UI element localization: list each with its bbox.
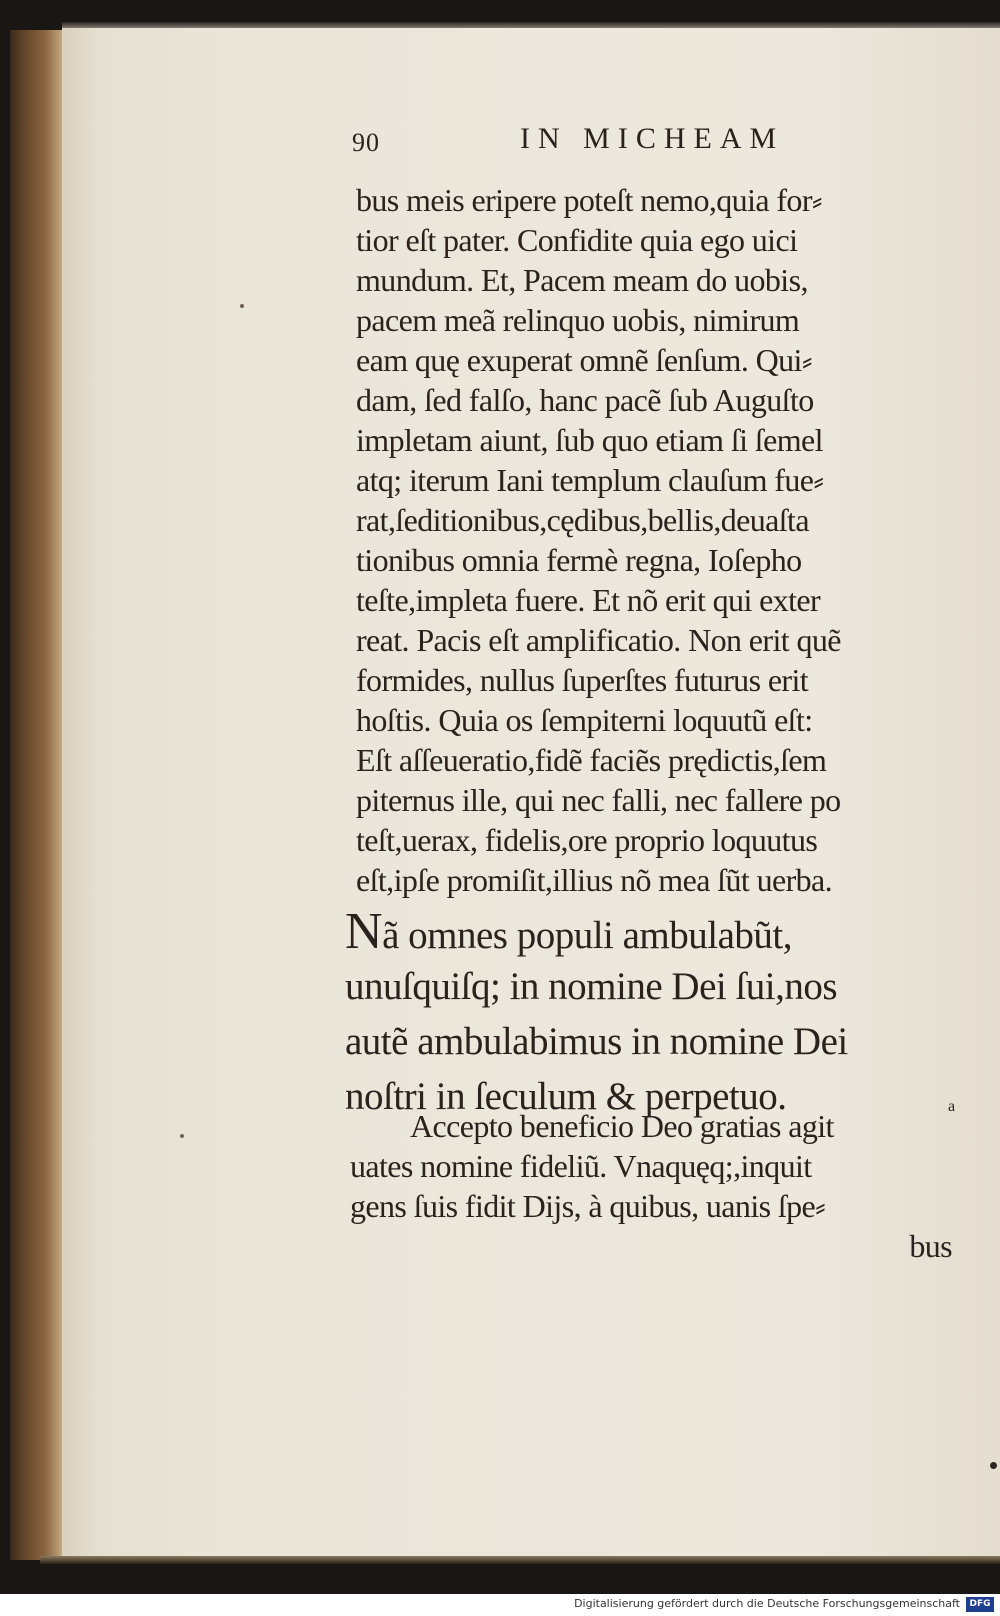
text-line: hoſtis. Quia os ſempiterni loquutũ eſt: [356, 702, 813, 738]
text-line: Accepto beneficio Deo gratias agit [410, 1108, 834, 1144]
text-line: mundum. Et, Pacem meam do uobis, [356, 262, 808, 298]
text-line: teſt,uerax, fidelis,ore proprio loquutus [356, 822, 818, 858]
text-line: uates nomine fideliũ. Vnaquęq;,inquit [350, 1148, 812, 1184]
text-line: eam quę exuperat omnẽ ſenſum. Qui⸗ [356, 342, 812, 378]
text-line: tior eſt pater. Confidite quia ego uici [356, 222, 798, 258]
page-bottom-edge [40, 1556, 1000, 1564]
dfg-logo: DFG [966, 1597, 994, 1612]
text-line: impletam aiunt, ſub quo etiam ſi ſemel [356, 422, 823, 458]
scripture-verse-block [345, 904, 952, 1124]
marginal-note-mark: a [948, 1098, 956, 1115]
text-line: teſte,impleta fuere. Et nõ erit qui exter [356, 582, 821, 618]
verse-line: unuſquiſq; in nomine Dei ſui,nos [345, 965, 838, 1008]
footer-bar [0, 1594, 1000, 1616]
text-line: pacem meã relinquo uobis, nimirum [356, 302, 800, 338]
running-title: IN MICHEAM [520, 122, 785, 155]
text-line: dam, ſed falſo, hanc pacẽ ſub Auguſto [356, 382, 814, 418]
paper-speck [180, 1134, 184, 1138]
verse-line: noſtri in ſeculum & perpetuo. [345, 1075, 787, 1118]
text-line: Eſt aſſeueratio,fidẽ faciẽs prędictis,ſem [356, 742, 827, 778]
book-binding-edge [10, 30, 68, 1560]
paper-speck [990, 1462, 997, 1469]
footer-credit: Digitalisierung gefördert durch die Deutsche Forschungsgemeinschaft [574, 1597, 960, 1610]
text-line: tionibus omnia fermè regna, Ioſepho [356, 542, 802, 578]
text-line: gens ſuis fidit Dijs, à quibus, uanis ſpe⸗ [350, 1188, 826, 1224]
verse-initial-letter: N [345, 904, 383, 959]
commentary-block-2 [350, 1106, 952, 1266]
verse-line: autẽ ambulabimus in nomine Dei [345, 1020, 848, 1063]
verse-first-line-text: ã omnes populi ambulabũt, [382, 914, 792, 957]
text-line: reat. Pacis eſt amplificatio. Non erit quẽ [356, 622, 841, 658]
catchword: bus [909, 1228, 952, 1264]
page-header [352, 122, 932, 162]
verse-line [345, 904, 952, 959]
text-line: piternus ille, qui nec falli, nec fallere po [356, 782, 841, 818]
text-line: formides, nullus ſuperſtes futurus erit [356, 662, 809, 698]
paper-speck [240, 304, 244, 308]
text-line: eſt,ipſe promiſit,illius nõ mea ſũt uerba. [356, 862, 833, 898]
text-line: bus meis eripere poteſt nemo,quia for⸗ [356, 182, 822, 218]
page-number: 90 [352, 128, 380, 157]
commentary-text-block [356, 180, 952, 900]
text-line: atq; iterum Iani templum clauſum fue⸗ [356, 462, 824, 498]
text-line: rat,ſeditionibus,cędibus,bellis,deuaſta [356, 502, 809, 538]
